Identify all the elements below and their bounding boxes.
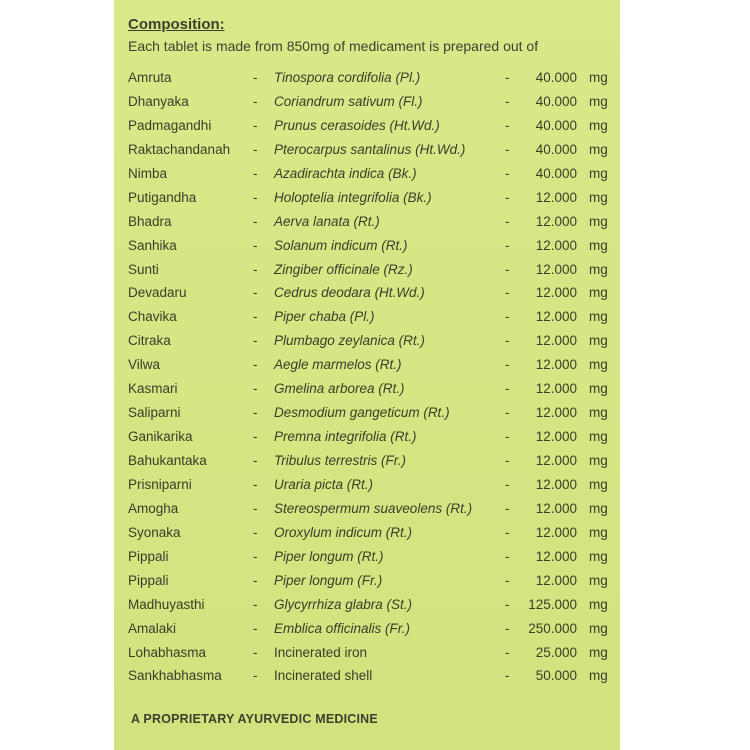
ingredient-name: Devadaru — [128, 285, 187, 301]
ingredient-quantity: 12.000 — [535, 524, 577, 540]
ingredient-quantity: 40.000 — [535, 93, 577, 109]
ingredient-scientific-name: Plumbago zeylanica (Rt.) — [274, 333, 425, 349]
separator-dash: - — [505, 668, 510, 684]
separator-dash: - — [253, 333, 258, 349]
ingredient-unit: mg — [589, 429, 608, 445]
ingredient-quantity: 12.000 — [535, 476, 577, 492]
ingredient-row — [114, 426, 620, 450]
ingredient-quantity: 12.000 — [535, 213, 577, 229]
ingredient-name: Pippali — [128, 548, 169, 564]
ingredient-scientific-name: Emblica officinalis (Fr.) — [274, 620, 411, 636]
separator-dash: - — [253, 620, 258, 636]
ingredient-quantity: 50.000 — [535, 668, 577, 684]
ingredient-unit: mg — [589, 309, 608, 325]
separator-dash: - — [505, 70, 510, 85]
ingredient-scientific-name: Uraria picta (Rt.) — [274, 476, 374, 492]
ingredient-name: Prisniparni — [128, 476, 192, 492]
ingredient-name: Amruta — [128, 70, 172, 85]
ingredient-name: Padmagandhi — [128, 117, 212, 133]
ingredient-row — [114, 235, 620, 259]
separator-dash: - — [253, 405, 258, 421]
separator-dash: - — [505, 165, 510, 181]
ingredient-row — [114, 187, 620, 211]
ingredient-unit: mg — [589, 405, 608, 421]
ingredient-scientific-name: Piper chaba (Pl.) — [274, 309, 375, 325]
separator-dash: - — [253, 285, 258, 301]
ingredient-name: Bahukantaka — [128, 453, 207, 468]
separator-dash: - — [253, 213, 258, 229]
ingredient-unit: mg — [589, 596, 608, 612]
ingredient-unit: mg — [589, 668, 608, 684]
ingredient-quantity: 12.000 — [535, 309, 577, 325]
separator-dash: - — [505, 333, 510, 349]
separator-dash: - — [253, 524, 258, 540]
ingredient-row — [114, 570, 620, 594]
ingredient-quantity: 12.000 — [535, 548, 577, 564]
ingredient-name: Dhanyaka — [128, 93, 189, 109]
ingredient-unit: mg — [589, 70, 608, 85]
ingredient-list — [114, 67, 620, 689]
ingredient-name: Sunti — [128, 261, 159, 277]
separator-dash: - — [505, 93, 510, 109]
ingredient-scientific-name: Coriandrum sativum (Fl.) — [274, 93, 423, 109]
ingredient-quantity: 25.000 — [535, 644, 577, 660]
ingredient-scientific-name: Cedrus deodara (Ht.Wd.) — [274, 285, 425, 301]
ingredient-name: Sankhabhasma — [128, 668, 222, 684]
ingredient-row — [114, 450, 620, 474]
separator-dash: - — [253, 141, 258, 157]
ingredient-quantity: 40.000 — [535, 141, 577, 157]
ingredient-row — [114, 67, 620, 91]
separator-dash: - — [253, 572, 258, 588]
ingredient-quantity: 12.000 — [535, 261, 577, 277]
separator-dash: - — [505, 237, 510, 253]
separator-dash: - — [505, 644, 510, 660]
ingredient-quantity: 40.000 — [535, 70, 577, 85]
separator-dash: - — [505, 261, 510, 277]
separator-dash: - — [253, 596, 258, 612]
ingredient-scientific-name: Gmelina arborea (Rt.) — [274, 381, 405, 397]
ingredient-quantity: 250.000 — [528, 620, 577, 636]
ingredient-name: Pippali — [128, 572, 169, 588]
separator-dash: - — [253, 93, 258, 109]
ingredient-scientific-name: Zingiber officinale (Rz.) — [274, 261, 413, 277]
ingredient-name: Raktachandanah — [128, 141, 231, 157]
ingredient-name: Syonaka — [128, 524, 181, 540]
ingredient-name: Putigandha — [128, 189, 197, 205]
ingredient-row — [114, 474, 620, 498]
ingredient-scientific-name: Incinerated iron — [274, 644, 368, 660]
ingredient-unit: mg — [589, 141, 608, 157]
separator-dash: - — [505, 548, 510, 564]
separator-dash: - — [505, 572, 510, 588]
separator-dash: - — [253, 476, 258, 492]
ingredient-name: Saliparni — [128, 405, 181, 421]
ingredient-row — [114, 522, 620, 546]
ingredient-scientific-name: Prunus cerasoides (Ht.Wd.) — [274, 117, 440, 133]
separator-dash: - — [505, 309, 510, 325]
ingredient-row — [114, 665, 620, 689]
ingredient-name: Vilwa — [128, 357, 161, 373]
ingredient-unit: mg — [589, 189, 608, 205]
medicine-label — [114, 0, 620, 750]
separator-dash: - — [253, 189, 258, 205]
ingredient-scientific-name: Glycyrrhiza glabra (St.) — [274, 596, 413, 612]
ingredient-unit: mg — [589, 237, 608, 253]
ingredient-quantity: 12.000 — [535, 453, 577, 468]
separator-dash: - — [253, 70, 258, 85]
separator-dash: - — [505, 141, 510, 157]
ingredient-row — [114, 378, 620, 402]
separator-dash: - — [253, 548, 258, 564]
separator-dash: - — [505, 476, 510, 492]
ingredient-quantity: 12.000 — [535, 429, 577, 445]
ingredient-unit: mg — [589, 644, 608, 660]
ingredient-quantity: 12.000 — [535, 189, 577, 205]
ingredient-row — [114, 306, 620, 330]
separator-dash: - — [253, 453, 258, 468]
ingredient-quantity: 12.000 — [535, 405, 577, 421]
composition-intro: Each tablet is made from 850mg of medicament is prepared out of — [128, 38, 539, 54]
ingredient-scientific-name: Piper longum (Fr.) — [274, 572, 383, 588]
separator-dash: - — [505, 285, 510, 301]
separator-dash: - — [505, 596, 510, 612]
separator-dash: - — [253, 668, 258, 684]
ingredient-quantity: 125.000 — [528, 596, 577, 612]
ingredient-name: Kasmari — [128, 381, 178, 397]
separator-dash: - — [253, 261, 258, 277]
separator-dash: - — [505, 405, 510, 421]
ingredient-unit: mg — [589, 500, 608, 516]
ingredient-name: Madhuyasthi — [128, 596, 205, 612]
separator-dash: - — [253, 381, 258, 397]
ingredient-unit: mg — [589, 357, 608, 373]
ingredient-row — [114, 402, 620, 426]
ingredient-unit: mg — [589, 524, 608, 540]
ingredient-scientific-name: Holoptelia integrifolia (Bk.) — [274, 189, 432, 205]
footer-text: A PROPRIETARY AYURVEDIC MEDICINE — [131, 712, 378, 726]
ingredient-unit: mg — [589, 453, 608, 468]
ingredient-unit: mg — [589, 333, 608, 349]
ingredient-scientific-name: Solanum indicum (Rt.) — [274, 237, 408, 253]
ingredient-unit: mg — [589, 93, 608, 109]
ingredient-quantity: 12.000 — [535, 572, 577, 588]
ingredient-row — [114, 259, 620, 283]
ingredient-quantity: 40.000 — [535, 117, 577, 133]
ingredient-unit: mg — [589, 620, 608, 636]
ingredient-name: Nimba — [128, 165, 168, 181]
ingredient-unit: mg — [589, 548, 608, 564]
ingredient-name: Lohabhasma — [128, 644, 207, 660]
ingredient-quantity: 12.000 — [535, 500, 577, 516]
ingredient-row — [114, 642, 620, 666]
separator-dash: - — [253, 500, 258, 516]
ingredient-unit: mg — [589, 213, 608, 229]
ingredient-unit: mg — [589, 165, 608, 181]
ingredient-row — [114, 498, 620, 522]
ingredient-name: Amalaki — [128, 620, 177, 636]
ingredient-scientific-name: Oroxylum indicum (Rt.) — [274, 524, 413, 540]
separator-dash: - — [505, 429, 510, 445]
ingredient-scientific-name: Stereospermum suaveolens (Rt.) — [274, 500, 473, 516]
ingredient-row — [114, 139, 620, 163]
ingredient-row — [114, 330, 620, 354]
separator-dash: - — [505, 213, 510, 229]
separator-dash: - — [505, 500, 510, 516]
ingredient-scientific-name: Azadirachta indica (Bk.) — [274, 165, 417, 181]
ingredient-row — [114, 91, 620, 115]
ingredient-scientific-name: Premna integrifolia (Rt.) — [274, 429, 417, 445]
ingredient-name: Bhadra — [128, 213, 172, 229]
ingredient-row — [114, 211, 620, 235]
separator-dash: - — [253, 309, 258, 325]
separator-dash: - — [505, 453, 510, 468]
ingredient-quantity: 12.000 — [535, 237, 577, 253]
ingredient-row — [114, 282, 620, 306]
separator-dash: - — [505, 381, 510, 397]
ingredient-quantity: 12.000 — [535, 333, 577, 349]
ingredient-row — [114, 618, 620, 642]
ingredient-scientific-name: Piper longum (Rt.) — [274, 548, 384, 564]
ingredient-name: Chavika — [128, 309, 177, 325]
ingredient-scientific-name: Tinospora cordifolia (Pl.) — [274, 70, 421, 85]
ingredient-row — [114, 354, 620, 378]
separator-dash: - — [253, 237, 258, 253]
ingredient-name: Ganikarika — [128, 429, 193, 445]
ingredient-unit: mg — [589, 381, 608, 397]
ingredient-quantity: 12.000 — [535, 285, 577, 301]
separator-dash: - — [253, 357, 258, 373]
ingredient-row — [114, 115, 620, 139]
separator-dash: - — [505, 620, 510, 636]
separator-dash: - — [505, 189, 510, 205]
separator-dash: - — [253, 644, 258, 660]
ingredient-unit: mg — [589, 572, 608, 588]
ingredient-unit: mg — [589, 117, 608, 133]
ingredient-quantity: 12.000 — [535, 357, 577, 373]
ingredient-name: Amogha — [128, 500, 179, 516]
separator-dash: - — [253, 165, 258, 181]
separator-dash: - — [505, 524, 510, 540]
ingredient-row — [114, 546, 620, 570]
separator-dash: - — [253, 117, 258, 133]
ingredient-row — [114, 594, 620, 618]
ingredient-unit: mg — [589, 261, 608, 277]
separator-dash: - — [505, 357, 510, 373]
separator-dash: - — [505, 117, 510, 133]
ingredient-quantity: 12.000 — [535, 381, 577, 397]
ingredient-scientific-name: Incinerated shell — [274, 668, 373, 684]
ingredient-unit: mg — [589, 285, 608, 301]
composition-heading: Composition: — [128, 16, 225, 33]
ingredient-row — [114, 163, 620, 187]
ingredient-scientific-name: Aegle marmelos (Rt.) — [274, 357, 402, 373]
ingredient-name: Citraka — [128, 333, 171, 349]
ingredient-scientific-name: Aerva lanata (Rt.) — [274, 213, 380, 229]
ingredient-quantity: 40.000 — [535, 165, 577, 181]
ingredient-name: Sanhika — [128, 237, 177, 253]
ingredient-unit: mg — [589, 476, 608, 492]
ingredient-scientific-name: Desmodium gangeticum (Rt.) — [274, 405, 450, 421]
ingredient-scientific-name: Tribulus terrestris (Fr.) — [274, 453, 407, 468]
ingredient-scientific-name: Pterocarpus santalinus (Ht.Wd.) — [274, 141, 466, 157]
separator-dash: - — [253, 429, 258, 445]
